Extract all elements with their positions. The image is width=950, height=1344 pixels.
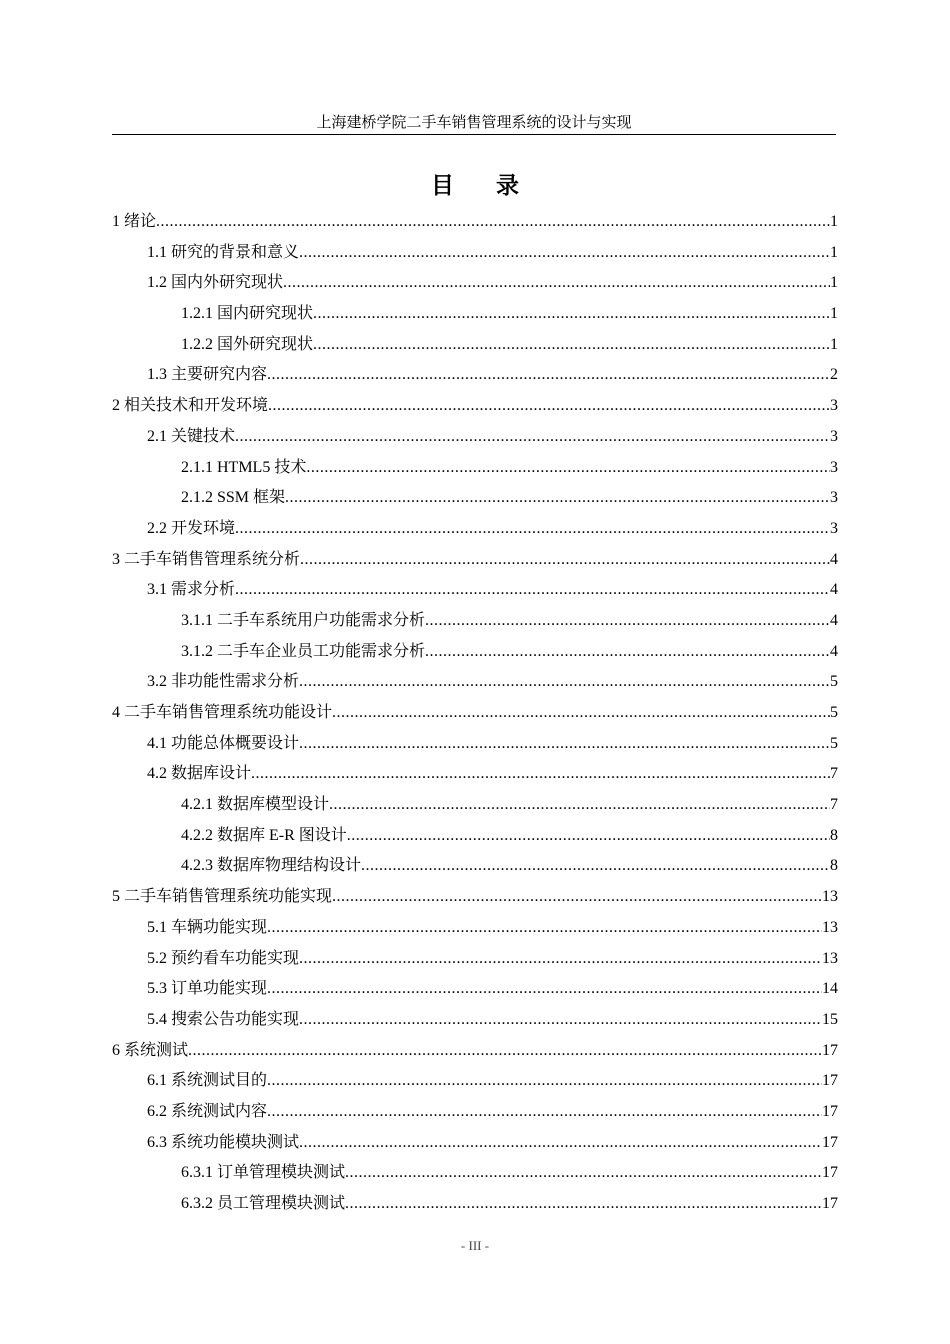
- toc-entry-page: 15: [822, 1010, 838, 1028]
- toc-dot-leader: [268, 391, 830, 422]
- toc-entry-page: 17: [822, 1133, 838, 1151]
- toc-entry-label: 数据库 E-R 图设计: [217, 826, 347, 844]
- toc-entry[interactable]: [112, 637, 838, 668]
- page-number: - III -: [460, 1238, 490, 1253]
- toc-entry-label: 数据库设计: [171, 765, 252, 783]
- toc-entry-number: 2: [112, 397, 120, 415]
- toc-entry-number: 4.2.1: [181, 796, 213, 814]
- toc-entry-number: 5.4: [147, 1010, 167, 1028]
- toc-entry[interactable]: [112, 974, 838, 1005]
- toc-entry-number: 5.1: [147, 918, 167, 936]
- toc-entry-page: 17: [822, 1164, 838, 1182]
- toc-entry[interactable]: [112, 422, 838, 453]
- toc-entry[interactable]: [112, 1128, 838, 1159]
- toc-dot-leader: [300, 545, 830, 576]
- toc-dot-leader: [267, 974, 822, 1005]
- toc-entry[interactable]: [112, 268, 838, 299]
- toc-entry-label: 预约看车功能实现: [171, 949, 300, 967]
- toc-entry-label: 国内研究现状: [217, 305, 314, 323]
- toc-entry-number: 1.2.2: [181, 335, 213, 353]
- toc-entry-number: 2.1.1: [181, 458, 213, 476]
- toc-entry-label: 系统功能模块测试: [171, 1133, 300, 1151]
- toc-entry[interactable]: [112, 514, 838, 545]
- toc-entry[interactable]: [112, 729, 838, 760]
- toc-entry-label: 相关技术和开发环境: [124, 397, 269, 415]
- toc-entry[interactable]: [112, 821, 838, 852]
- toc-entry-page: 14: [822, 980, 838, 998]
- toc-entry-label: 主要研究内容: [171, 366, 268, 384]
- toc-dot-leader: [251, 759, 830, 790]
- toc-dot-leader: [299, 944, 822, 975]
- toc-entry-page: 5: [830, 673, 838, 691]
- toc-entry-page: 4: [830, 581, 838, 599]
- toc-entry-page: 3: [830, 489, 838, 507]
- toc-entry-label: 二手车销售管理系统分析: [124, 550, 301, 568]
- toc-entry[interactable]: [112, 1158, 838, 1189]
- toc-entry-number: 3.1.1: [181, 611, 213, 629]
- toc-entry-label: 员工管理模块测试: [217, 1195, 346, 1212]
- toc-entry-label: 系统测试目的: [171, 1072, 268, 1090]
- toc-entry-label: 订单管理模块测试: [217, 1164, 346, 1182]
- toc-entry-number: 6.1: [147, 1072, 167, 1090]
- toc-entry-label: 非功能性需求分析: [171, 673, 300, 691]
- toc-entry-page: 1: [830, 305, 838, 323]
- toc-dot-leader: [332, 882, 822, 913]
- toc-dot-leader: [188, 1036, 822, 1067]
- toc-dot-leader: [235, 422, 830, 453]
- toc-entry[interactable]: [112, 1036, 838, 1067]
- toc-entry-label: 二手车销售管理系统功能设计: [124, 704, 333, 721]
- toc-entry-label: 关键技术: [171, 427, 236, 445]
- toc-entry-number: 5: [112, 888, 120, 906]
- toc-entry-number: 4.1: [147, 734, 167, 752]
- toc-entry-number: 1.3: [147, 366, 167, 384]
- toc-entry-number: 3.2: [147, 673, 167, 691]
- toc-entry-page: 1: [830, 243, 838, 261]
- toc-dot-leader: [347, 821, 830, 852]
- toc-entry-page: 17: [822, 1072, 838, 1090]
- toc-entry[interactable]: [112, 606, 838, 637]
- toc-entry[interactable]: [112, 207, 838, 238]
- toc-entry-page: 5: [830, 704, 838, 721]
- toc-entry[interactable]: [112, 667, 838, 698]
- toc-entry[interactable]: [112, 913, 838, 944]
- toc-entry-label: 绪论: [124, 213, 157, 230]
- toc-entry-page: 7: [830, 796, 838, 814]
- toc-entry[interactable]: [112, 330, 838, 361]
- toc-entry[interactable]: [112, 759, 838, 790]
- toc-entry-number: 2.1.2: [181, 489, 213, 507]
- toc-entry-label: SSM 框架: [217, 489, 286, 507]
- toc-entry-page: 13: [822, 888, 838, 906]
- toc-dot-leader: [306, 453, 830, 484]
- toc-entry-page: 3: [830, 519, 838, 537]
- toc-entry-number: 4.2.3: [181, 857, 213, 875]
- toc-entry-label: 国内外研究现状: [171, 274, 284, 292]
- toc-entry-label: 开发环境: [171, 519, 236, 537]
- toc-entry-page: 17: [822, 1041, 838, 1059]
- toc-entry-label: 功能总体概要设计: [171, 734, 300, 752]
- toc-entry-label: 车辆功能实现: [171, 918, 268, 936]
- toc-dot-leader: [329, 790, 830, 821]
- toc-dot-leader: [425, 606, 830, 637]
- toc-entry-label: 二手车企业员工功能需求分析: [217, 642, 426, 660]
- toc-entry-page: 7: [830, 765, 838, 783]
- toc-entry[interactable]: [112, 238, 838, 269]
- toc-entry-page: 1: [830, 274, 838, 292]
- toc-entry[interactable]: [112, 453, 838, 484]
- toc-entry-number: 2.1: [147, 427, 167, 445]
- toc-entry-number: 5.2: [147, 949, 167, 967]
- toc-entry[interactable]: [112, 575, 838, 606]
- toc-entry-number: 5.3: [147, 980, 167, 998]
- toc-dot-leader: [332, 698, 830, 729]
- toc-entry-number: 6.3.2: [181, 1195, 213, 1212]
- toc-dot-leader: [299, 1005, 822, 1036]
- toc-entry-page: 3: [830, 458, 838, 476]
- toc-entry-page: 17: [822, 1195, 838, 1212]
- toc-entry-label: HTML5 技术: [217, 458, 307, 476]
- toc-entry-label: 系统测试内容: [171, 1102, 268, 1120]
- toc-dot-leader: [313, 299, 830, 330]
- toc-entry[interactable]: [112, 391, 838, 422]
- toc-dot-leader: [299, 1128, 822, 1159]
- toc-entry[interactable]: [112, 1189, 838, 1220]
- toc-entry-label: 国外研究现状: [217, 335, 314, 353]
- toc-title: 目录: [431, 173, 561, 199]
- toc-entry-page: 3: [830, 397, 838, 415]
- toc-dot-leader: [267, 913, 822, 944]
- toc-entry-page: 4: [830, 611, 838, 629]
- toc-entry[interactable]: [112, 1005, 838, 1036]
- toc-dot-leader: [345, 1189, 822, 1220]
- toc-entry-page: 13: [822, 949, 838, 967]
- toc-entry-number: 6.3.1: [181, 1164, 213, 1182]
- toc-dot-leader: [313, 330, 830, 361]
- toc-entry-number: 3.1: [147, 581, 167, 599]
- toc-entry-label: 二手车系统用户功能需求分析: [217, 611, 426, 629]
- toc-dot-leader: [156, 207, 830, 238]
- toc-dot-leader: [235, 514, 830, 545]
- toc-entry-label: 研究的背景和意义: [171, 243, 300, 261]
- toc-entry[interactable]: [112, 882, 838, 913]
- toc-entry-label: 二手车销售管理系统功能实现: [124, 888, 333, 906]
- toc-dot-leader: [235, 575, 830, 606]
- toc-entry-number: 6.3: [147, 1133, 167, 1151]
- toc-dot-leader: [361, 851, 830, 882]
- toc-entry-number: 2.2: [147, 519, 167, 537]
- toc-entry-label: 系统测试: [124, 1041, 189, 1059]
- toc-dot-leader: [345, 1158, 822, 1189]
- toc-entry[interactable]: [112, 483, 838, 514]
- toc-entry-number: 4.2: [147, 765, 167, 783]
- toc-entry-label: 订单功能实现: [171, 980, 268, 998]
- toc-dot-leader: [267, 1097, 822, 1128]
- toc-entry-number: 6.2: [147, 1102, 167, 1120]
- toc-entry-page: 17: [822, 1102, 838, 1120]
- toc-entry-page: 2: [830, 366, 838, 384]
- running-header: 上海建桥学院二手车销售管理系统的设计与实现: [112, 112, 836, 135]
- toc-entry[interactable]: [112, 545, 838, 576]
- toc-dot-leader: [299, 238, 830, 269]
- toc-dot-leader: [299, 667, 830, 698]
- toc-entry[interactable]: [112, 360, 838, 391]
- toc-entry-label: 搜索公告功能实现: [171, 1010, 300, 1028]
- toc-entry-number: 1.2.1: [181, 305, 213, 323]
- toc-entry-number: 1.1: [147, 243, 167, 261]
- toc-dot-leader: [267, 360, 830, 391]
- toc-entry[interactable]: [112, 1097, 838, 1128]
- toc-entry-number: 3: [112, 550, 120, 568]
- toc-entry-label: 数据库模型设计: [217, 796, 330, 814]
- toc-entry-page: 1: [830, 335, 838, 353]
- toc-entry[interactable]: [112, 698, 838, 729]
- toc-entry-label: 数据库物理结构设计: [217, 857, 362, 875]
- toc-entry-number: 4.2.2: [181, 826, 213, 844]
- toc-entry-number: 1: [112, 213, 120, 230]
- toc-entry-page: 1: [830, 213, 838, 230]
- toc-entry[interactable]: [112, 299, 838, 330]
- toc-entry-page: 4: [830, 642, 838, 660]
- toc-dot-leader: [285, 483, 830, 514]
- toc-entry-number: 3.1.2: [181, 642, 213, 660]
- toc-entry-page: 3: [830, 427, 838, 445]
- toc-entry-label: 需求分析: [171, 581, 236, 599]
- toc-dot-leader: [283, 268, 830, 299]
- toc-dot-leader: [267, 1066, 822, 1097]
- toc-entry-page: 13: [822, 918, 838, 936]
- toc-entry-number: 6: [112, 1041, 120, 1059]
- toc-entry-page: 4: [830, 550, 838, 568]
- toc-entry[interactable]: [112, 1066, 838, 1097]
- toc-dot-leader: [425, 637, 830, 668]
- toc-entry[interactable]: [112, 790, 838, 821]
- toc-entry-page: 5: [830, 734, 838, 752]
- toc-entry-page: 8: [830, 857, 838, 875]
- toc-entry-number: 1.2: [147, 274, 167, 292]
- toc-entry-number: 4: [112, 704, 120, 721]
- toc-entry-page: 8: [830, 826, 838, 844]
- toc-entry[interactable]: [112, 851, 838, 882]
- toc-entry[interactable]: [112, 944, 838, 975]
- toc-dot-leader: [299, 729, 830, 760]
- table-of-contents: [112, 207, 838, 1220]
